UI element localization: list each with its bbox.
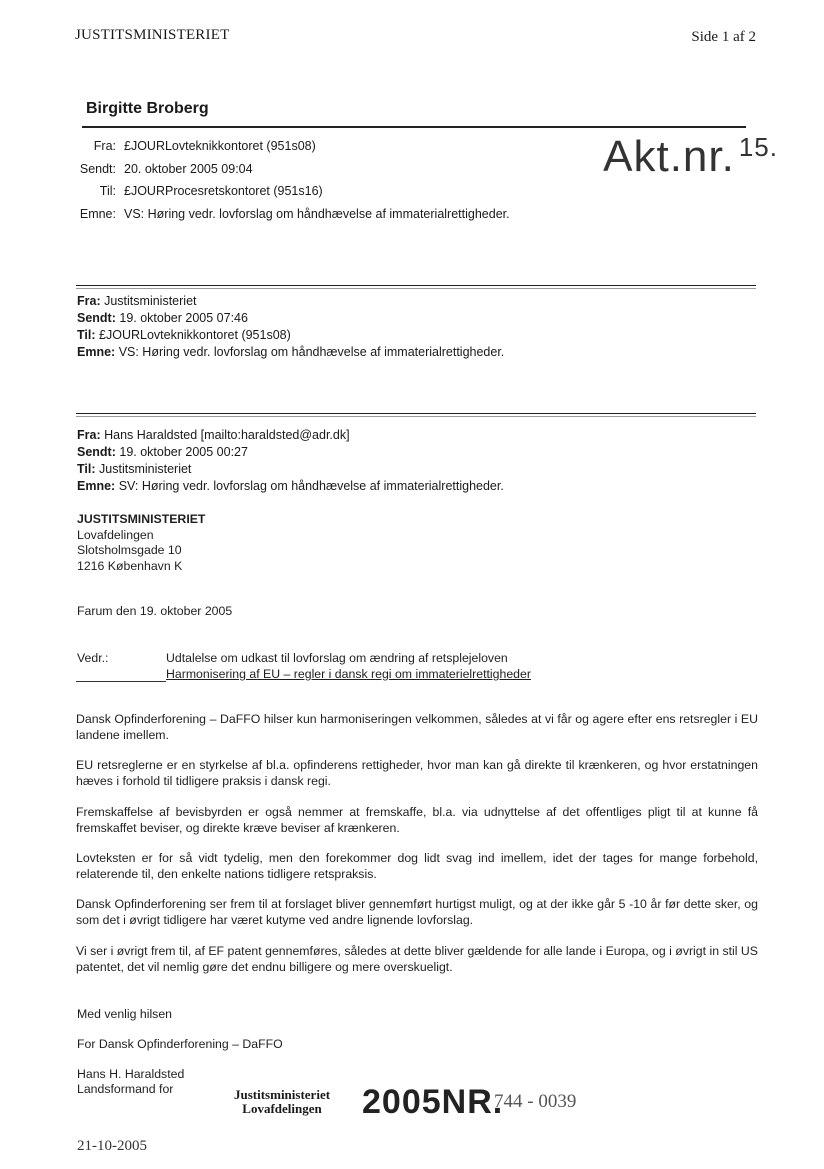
akt-nr-number: 15.	[738, 132, 778, 162]
paragraph-2: EU retsreglerne er en styrkelse af bl.a. opfinderens rettigheder, hvor man kan gå direkte til krænkeren, og hvor erstatningen hæves i forhold til tidligere praksis i dansk regi.	[76, 758, 758, 788]
date-line: Farum den 19. oktober 2005	[77, 604, 233, 618]
vedr-label: Vedr.:	[77, 651, 109, 665]
receipt-stamp-label	[234, 1088, 330, 1116]
email2-sendt-label: Sendt:	[77, 311, 116, 325]
separator-rule-1b	[76, 288, 756, 289]
signer-name: Hans H. Haraldsted	[77, 1067, 185, 1081]
header-rule	[82, 126, 746, 128]
page-number: Side 1 af 2	[691, 29, 756, 45]
page-header-title: JUSTITSMINISTERIET	[75, 27, 230, 43]
akt-nr-label: Akt.nr.	[603, 132, 735, 181]
address-city: 1216 København K	[77, 558, 183, 573]
email1-emne: VS: Høring vedr. lovforslag om håndhævelse af immaterialrettigheder.	[124, 206, 510, 221]
email1-fra-label: Fra:	[93, 139, 116, 153]
email2-emne: VS: Høring vedr. lovforslag om håndhævelse af immaterialrettigheder.	[118, 345, 505, 359]
email3-sendt: 19. oktober 2005 00:27	[119, 445, 248, 459]
separator-rule-1	[76, 285, 756, 286]
vedr-line-2: Harmonisering af EU – regler i dansk regi om immaterielrettigheder	[166, 667, 531, 681]
email1-til-label: Til:	[99, 184, 116, 198]
paragraph-5: Dansk Opfinderforening ser frem til at forslaget bliver gennemført hurtigst muligt, og at der ikke går 5 -10 år før dette sker, og som det i øvrigt tidligere har været kutyme ved andre lignende lovforslag.	[76, 897, 758, 927]
email1-fra: £JOURLovteknikkontoret (951s08)	[124, 139, 316, 153]
email1-sendt-label: Sendt:	[79, 161, 116, 176]
address-street: Slotsholmsgade 10	[77, 543, 182, 557]
receipt-stamp-handwritten: 744 - 0039	[494, 1091, 577, 1112]
email1-emne-label: Emne:	[79, 206, 116, 221]
stamp-line-2: Lovafdelingen	[242, 1101, 322, 1116]
recipient-address	[77, 512, 205, 574]
email3-fra: Hans Haraldsted [mailto:haraldsted@adr.dk]	[104, 428, 350, 442]
email2-til: £JOURLovteknikkontoret (951s08)	[99, 328, 291, 342]
email2-til-label: Til:	[77, 328, 96, 342]
email2-fra: Justitsministeriet	[104, 294, 197, 308]
email3-meta	[77, 427, 504, 495]
vedr-line-1: Udtalelse om udkast til lovforslag om ændring af retsplejeloven	[166, 651, 508, 665]
paragraph-3: Fremskaffelse af bevisbyrden er også nemmer at fremskaffe, bl.a. via udnyttelse af det offentliges pligt til at kunne få fremskaffet beviser, og direkte kræve beviser af krænkeren.	[76, 805, 758, 835]
closing-signature	[77, 1067, 184, 1097]
signer-title: Landsformand for	[77, 1082, 174, 1096]
email3-sendt-label: Sendt:	[77, 445, 116, 459]
email2-sendt: 19. oktober 2005 07:46	[119, 311, 248, 325]
email2-emne-label: Emne:	[77, 345, 116, 359]
stamp-line-1: Justitsministeriet	[234, 1087, 331, 1102]
akt-nr-stamp	[603, 132, 778, 182]
email3-fra-label: Fra:	[77, 428, 101, 442]
footer-date: 21-10-2005	[77, 1138, 147, 1154]
email2-fra-label: Fra:	[77, 294, 101, 308]
paragraph-1: Dansk Opfinderforening – DaFFO hilser kun harmoniseringen velkommen, således at vi får og agere efter ens retsregler i EU landene imellem.	[76, 712, 758, 742]
email1-sendt: 20. oktober 2005 09:04	[124, 161, 253, 176]
email1-til: £JOURProcesretskontoret (951s16)	[124, 184, 323, 198]
email2-meta	[77, 293, 504, 361]
separator-rule-2b	[76, 416, 756, 417]
email1-meta	[68, 135, 510, 225]
paragraph-4: Lovteksten er for så vidt tydelig, men den forekommer dog lidt svag ind imellem, idet der tages for mange forbehold, relaterende til, den enkelte nations tidligere retspraksis.	[76, 851, 758, 881]
email3-til: Justitsministeriet	[99, 462, 192, 476]
email3-emne: SV: Høring vedr. lovforslag om håndhævelse af immaterialrettigheder.	[118, 479, 504, 493]
separator-rule-2	[76, 413, 756, 414]
closing-greeting: Med venlig hilsen	[77, 1007, 173, 1021]
email3-emne-label: Emne:	[77, 479, 116, 493]
address-org: JUSTITSMINISTERIET	[77, 512, 206, 526]
vedr-underline-lead	[76, 681, 166, 682]
closing-org: For Dansk Opfinderforening – DaFFO	[77, 1037, 283, 1051]
receipt-stamp-number: 2005NR.	[362, 1083, 504, 1121]
email3-til-label: Til:	[77, 462, 96, 476]
sender-name: Birgitte Broberg	[86, 100, 209, 117]
paragraph-6: Vi ser i øvrigt frem til, af EF patent gennemføres, således at dette bliver gældende for alle lande i Europa, og i øvrigt in stil US patentet, det vil nemlig gøre det endnu billigere og mere overskueligt.	[76, 944, 758, 974]
address-dept: Lovafdelingen	[77, 527, 154, 542]
